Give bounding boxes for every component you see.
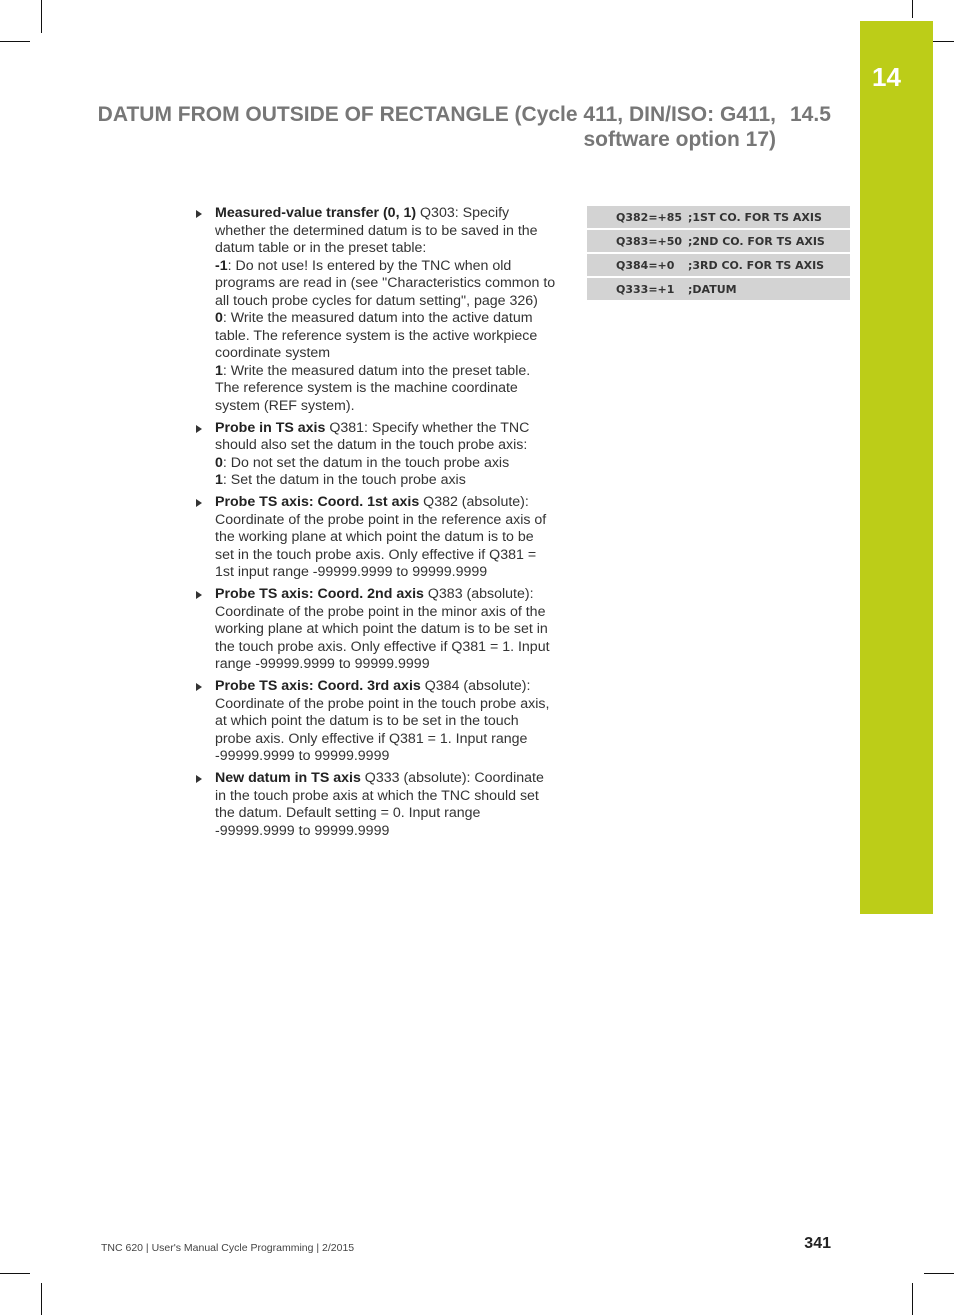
code-row [587, 206, 850, 229]
crop-mark [912, 1283, 913, 1315]
chapter-tab [860, 21, 933, 914]
page-title-line: DATUM FROM OUTSIDE OF RECTANGLE (Cycle 411, DIN/ISO: G411, [97, 103, 776, 126]
option-text: : Set the datum in the touch probe axis [222, 472, 466, 488]
option-key: 0 [215, 310, 223, 326]
option-key: 1 [215, 472, 223, 488]
page-title-line: software option 17) [583, 128, 776, 151]
parameter-item [194, 770, 556, 840]
code-comment: ;1ST CO. FOR TS AXIS [688, 206, 850, 229]
option-line [215, 363, 556, 416]
bullet-triangle-icon [196, 425, 202, 433]
chapter-number: 14 [872, 62, 901, 92]
parameter-label: Measured-value transfer (0, 1) [215, 205, 417, 221]
parameter-description: Q303: Specify whether the determined datum is to be saved in the datum table or in the preset table: [215, 205, 538, 256]
option-key: 0 [215, 454, 223, 471]
crop-mark [924, 1273, 954, 1274]
parameter-item [194, 678, 556, 766]
parameter-label: Probe TS axis: Coord. 1st axis [215, 494, 420, 510]
option-line [215, 472, 556, 490]
option-key: 1 [215, 362, 223, 379]
bullet-triangle-icon [196, 683, 202, 691]
parameter-label: New datum in TS axis [215, 770, 361, 786]
page-title [60, 102, 776, 152]
option-text: : Do not set the datum in the touch probe axis [222, 454, 510, 471]
crop-mark [41, 1283, 42, 1315]
crop-mark [912, 0, 913, 18]
option-text: : Write the measured datum into the preset table. The reference system is the machine coordinate system (REF system). [215, 362, 531, 414]
parameter-description: Q384 (absolute): Coordinate of the probe point in the touch probe axis, at which point the datum is to be set in the touch probe axis. Only effective if Q381 = 1. Input range -99999.9999 to 99999.9999 [215, 678, 550, 764]
parameter-description: Q333 (absolute): Coordinate in the touch probe axis at which the TNC should set the datum. Default setting = 0. Input range -99999.9999 to 99999.9999 [215, 770, 544, 839]
code-comment: ;DATUM [688, 277, 850, 301]
parameter-label: Probe TS axis: Coord. 3rd axis [215, 678, 421, 694]
page-number: 341 [804, 1235, 831, 1252]
option-text: : Do not use! Is entered by the TNC when old programs are read in (see "Characteristics common to all touch probe cycles for datum setting", page 326) [215, 257, 556, 309]
crop-mark [0, 1273, 30, 1274]
code-comment: ;3RD CO. FOR TS AXIS [688, 253, 850, 277]
code-parameter: Q384=+0 [587, 253, 688, 277]
option-text: : Write the measured datum into the active datum table. The reference system is the active workpiece coordinate system [215, 310, 538, 361]
option-key: -1 [215, 257, 228, 274]
option-line [215, 310, 556, 363]
crop-mark [0, 41, 30, 42]
parameter-description: Q383 (absolute): Coordinate of the probe point in the minor axis of the working plane at which point the datum is to be set in the touch probe axis. Only effective if Q381 = 1. Input range -99999.9999 to 99999.9999 [215, 586, 550, 672]
parameter-item [194, 586, 556, 674]
code-parameter: Q333=+1 [587, 277, 688, 301]
code-row [587, 277, 850, 301]
code-parameter: Q382=+85 [587, 206, 688, 229]
footer-text: TNC 620 | User's Manual Cycle Programming | 2/2015 [101, 1242, 355, 1254]
parameter-list [194, 205, 556, 845]
parameter-item [194, 205, 556, 415]
parameter-label: Probe in TS axis [215, 419, 326, 436]
option-line [215, 258, 556, 311]
parameter-item [194, 420, 556, 490]
option-line [215, 455, 556, 473]
code-comment: ;2ND CO. FOR TS AXIS [688, 229, 850, 253]
code-row [587, 253, 850, 277]
section-number: 14.5 [790, 103, 831, 126]
parameter-item [194, 494, 556, 582]
code-excerpt-table [587, 206, 850, 302]
code-row [587, 229, 850, 253]
parameter-description: Q381: Specify whether the TNC should also set the datum in the touch probe axis: [215, 419, 530, 453]
parameter-label: Probe TS axis: Coord. 2nd axis [215, 586, 424, 602]
bullet-triangle-icon [196, 210, 202, 218]
bullet-triangle-icon [196, 775, 202, 783]
bullet-triangle-icon [196, 591, 202, 599]
bullet-triangle-icon [196, 499, 202, 507]
code-parameter: Q383=+50 [587, 229, 688, 253]
parameter-description: Q382 (absolute): Coordinate of the probe point in the reference axis of the working plane at which point the datum is to be set in the touch probe axis. Only effective if Q381 = 1st input range -99999.9999 to 99999.9999 [215, 494, 547, 580]
crop-mark [41, 0, 42, 33]
